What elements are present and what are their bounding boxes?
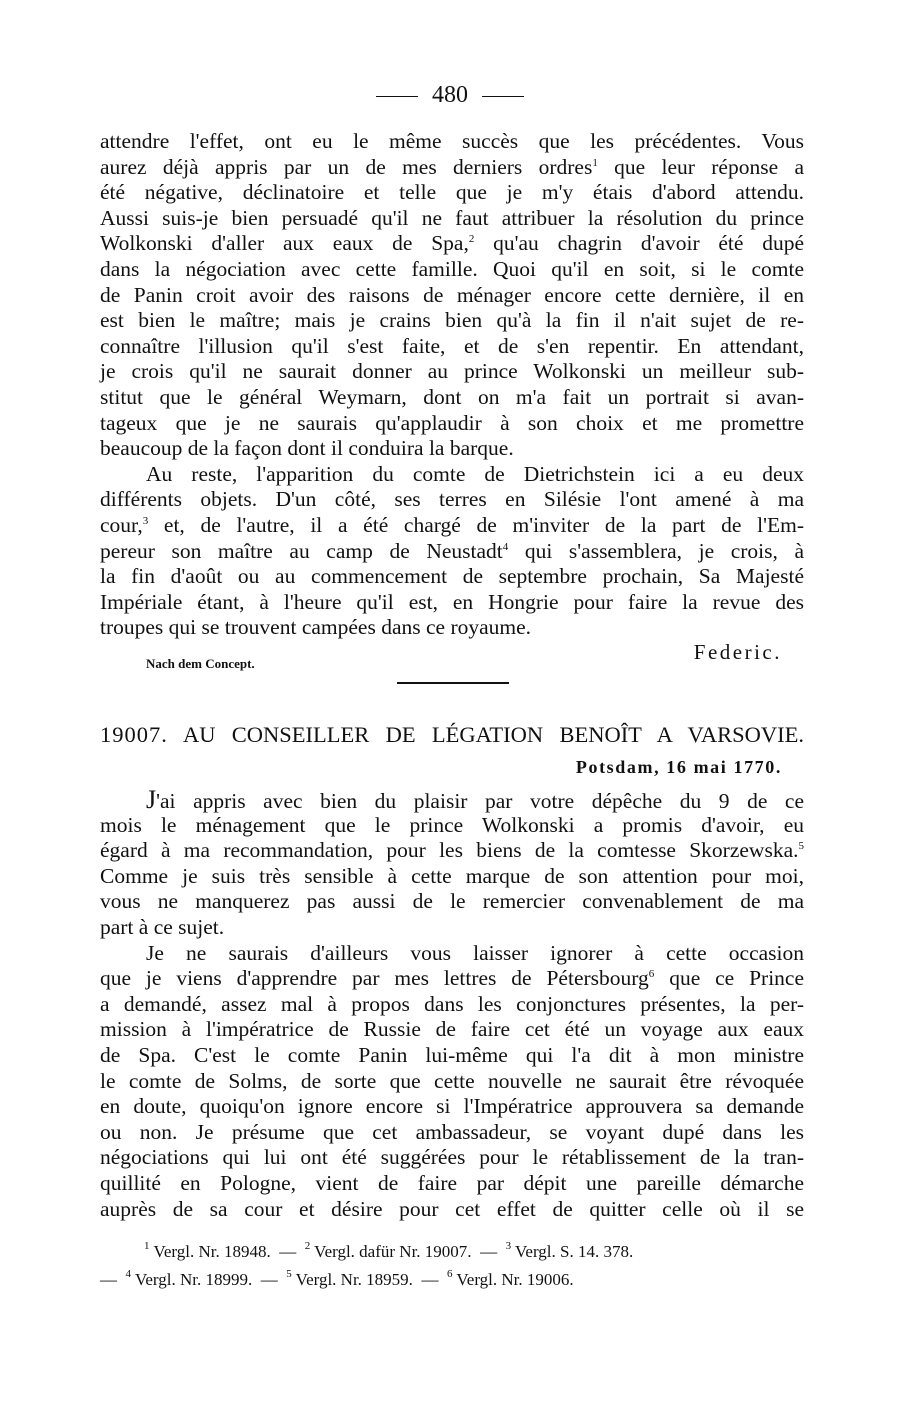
footnote: Vergl. Nr. 18959. [295,1270,413,1289]
source-note: Nach dem Concept. [146,656,255,671]
text-line: tageux que je ne saurais qu'applaudir à son choix et me promettre [100,410,804,435]
footnote: Vergl. Nr. 18999. [134,1270,253,1289]
letter-recipient: AU CONSEILLER DE LÉGATION BENOÎT A VARSOVIE. [182,722,804,747]
text-line: Impériale étant, à l'heure qu'il est, en Hongrie pour faire la revue des [100,589,804,614]
footnote: Vergl. S. 14. 378. [515,1242,634,1261]
letter-heading [100,722,804,748]
text-line: ou non. Je présume que cet ambassadeur, se voyant dupé dans les [100,1119,804,1144]
footnote-ref: 2 [468,233,475,246]
text-line: attendre l'effet, ont eu le même succès que les précédentes. Vous [100,129,804,153]
text-line: aurez déjà appris par un de mes derniers ordres$^1$ que leur réponse a [100,154,804,179]
text-line: pereur son maître au camp de Neustadt$^4$ qui s'assemblera, je crois, à [100,538,805,563]
text-line: Comme je suis très sensible à cette marque de son attention pour moi, [100,863,804,888]
text-line: différents objets. D'un côté, ses terres en Silésie l'ont amené à ma [100,487,804,512]
footnote-ref: 3 [142,514,149,527]
footnote-line: — $^4$ Vergl. Nr. 18999. — $^5$ Vergl. Nr. 18959. — $^6$ Vergl. Nr. 19006. [100,1268,574,1289]
header-dash-left [376,96,418,97]
text-line: quillité en Pologne, vient de faire par dépit une pareille démarche [100,1170,804,1195]
text-line: je crois qu'il ne saurait donner au prince Wolkonski un meilleur sub- [100,359,804,384]
text-line: mission à l'impératrice de Russie de faire cet été un voyage aux eaux [100,1017,804,1042]
text-line: troupes qui se trouvent campées dans ce royaume. [100,615,532,640]
text-line: auprès de sa cour et désire pour cet effet de quitter celle où il se [100,1196,804,1221]
text-line: que je viens d'apprendre par mes lettres de Pétersbourg$^6$ que ce Prince [100,966,805,991]
footnote: Vergl. Nr. 18948. [153,1242,271,1261]
text-line: égard à ma recommandation, pour les biens de la comtesse Skorzewska.$^5$ [100,838,804,863]
text-line: connaître l'illusion qu'il s'est faite, et de s'en repentir. En attendant, [100,333,804,358]
text-line: a demandé, assez mal à propos dans les conjonctures présentes, la per- [100,991,804,1016]
text-line: vous ne manquerez pas aussi de le remercier convenablement de ma [100,889,804,914]
page-header [0,82,900,109]
footnote-separator: — [260,1270,278,1289]
footnote-ref: 5 [798,840,804,853]
footnote-separator: — [480,1242,498,1261]
text-line: mois le ménagement que le prince Wolkonski a promis d'avoir, eu [100,812,804,837]
footnote-separator: — [421,1270,439,1289]
footnote-ref: 1 [592,156,598,169]
footnotes [100,1238,804,1294]
text-line: le comte de Solms, de sorte que cette nouvelle ne saurait être révoquée [100,1068,804,1093]
letter-1-body [100,129,804,641]
text-line: négociations qui lui ont été suggérées pour le rétablissement de la tran- [100,1145,804,1170]
text-line: en doute, quoiqu'on ignore encore si l'Impératrice approuvera sa demande [100,1094,804,1119]
text-line: part à ce sujet. [100,914,225,939]
text-line: beaucoup de la façon dont il conduira la barque. [100,436,514,461]
text-line: de Spa. C'est le comte Panin lui-même qui l'a dit à mon ministre [100,1042,804,1067]
text-line: Wolkonski d'aller aux eaux de Spa,$^2$ qu'au chagrin d'avoir été dupé [100,231,805,256]
text-line: J'ai appris avec bien du plaisir par votre dépêche du 9 de ce [146,785,804,814]
letter-2-body [100,787,804,1222]
footnote-line: $^1$ Vergl. Nr. 18948. — $^2$ Vergl. dafür Nr. 19007. — $^3$ Vergl. S. 14. 378. [144,1240,634,1261]
letter-number: 19007. [100,722,168,747]
header-dash-right [482,96,524,97]
text-line: Aussi suis-je bien persuadé qu'il ne faut attribuer la résolution du prince [100,205,804,230]
text-line: dans la négociation avec cette famille. Quoi qu'il en soit, si le comte [100,256,804,281]
signature: Federic. [693,640,782,664]
footnote-ref: 4 [502,540,509,553]
footnote: Vergl. dafür Nr. 19007. [314,1242,472,1261]
footnote-separator: — [279,1242,297,1261]
text-line: Je ne saurais d'ailleurs vous laisser ignorer à cette occasion [146,940,804,965]
footnote-separator: — [100,1270,117,1289]
text-line: la fin d'août ou au commencement de septembre prochain, Sa Majesté [100,564,804,589]
text-line: été négative, déclinatoire et telle que je m'y étais d'abord attendu. [100,180,804,205]
page-number: 480 [432,82,468,108]
text-line: stitut que le général Weymarn, dont on m'a fait un portrait si avan- [100,384,804,409]
footnote: Vergl. Nr. 19006. [456,1270,574,1289]
text-line: cour,$^3$ et, de l'autre, il a été chargé de m'inviter de la part de l'Em- [100,512,804,537]
text-line: Au reste, l'apparition du comte de Dietrichstein ici a eu deux [146,461,804,486]
footnote-ref: 6 [648,968,655,981]
dateline: Potsdam, 16 mai 1770. [575,757,782,777]
text-line: de Panin croit avoir des raisons de ménager encore cette dernière, il en [100,282,804,307]
text-line: est bien le maître; mais je crains bien qu'à la fin il n'ait sujet de re- [100,308,804,333]
drop-cap: J [146,785,157,814]
section-divider [397,682,509,684]
